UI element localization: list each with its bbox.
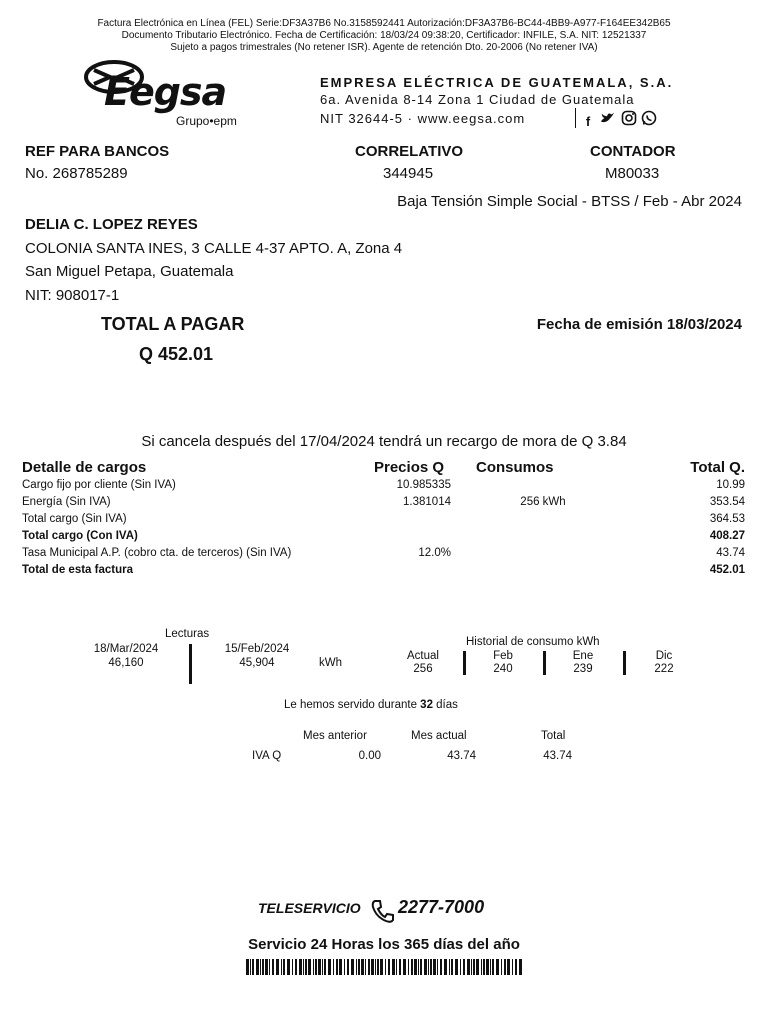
iva-total: 43.74 [543, 750, 572, 762]
barcode-bar [368, 959, 370, 975]
barcode-bar [250, 959, 251, 975]
barcode-bar [433, 959, 436, 975]
company-nit-web: NIT 32644-5 · www.eegsa.com [320, 111, 526, 126]
barcode-bar [351, 959, 354, 975]
barcode-bar [308, 959, 311, 975]
customer-address-2: San Miguel Petapa, Guatemala [25, 263, 234, 280]
iva-curr: 43.74 [447, 750, 476, 762]
total-label: TOTAL A PAGAR [101, 314, 245, 334]
barcode-bar [440, 959, 442, 975]
barcode-bar [403, 959, 406, 975]
company-address: 6a. Avenida 8-14 Zona 1 Ciudad de Guatemala [320, 92, 635, 107]
barcode-bar [471, 959, 472, 975]
fel-line-1: Factura Electrónica en Línea (FEL) Serie:DF3A37B6 No.3158592441 Autorización:DF3A37B6-BC44-4BB9-A977-F164EE342B65 [97, 18, 671, 29]
barcode-bar [305, 959, 307, 975]
barcode-bar [411, 959, 413, 975]
contador-label: CONTADOR [590, 143, 676, 160]
charge-total: 364.53 [709, 513, 745, 525]
ref-value: No. 268785289 [25, 165, 128, 182]
service-days [284, 699, 458, 711]
barcode-bar [380, 959, 383, 975]
barcode-bar [507, 959, 510, 975]
barcode-bar [260, 959, 261, 975]
barcode-bar [292, 959, 293, 975]
barcode-bar [269, 959, 270, 975]
barcode-bar [437, 959, 438, 975]
barcode-bar [418, 959, 419, 975]
barcode-bar [388, 959, 390, 975]
late-notice: Si cancela después del 17/04/2024 tendrá un recargo de mora de Q 3.84 [141, 433, 627, 450]
charge-total: 10.99 [716, 479, 745, 491]
barcode-bar [385, 959, 386, 975]
logo-brand: Eegsa [104, 70, 227, 114]
barcode-bar [299, 959, 302, 975]
correlativo-label: CORRELATIVO [355, 143, 464, 160]
charge-consumption: 256 kWh [520, 496, 566, 508]
customer-name: DELIA C. LOPEZ REYES [25, 216, 198, 233]
reading-unit: kWh [319, 657, 342, 669]
barcode-bar [504, 959, 506, 975]
charge-detail: Total cargo (Con IVA) [22, 530, 138, 542]
barcode-bar [336, 959, 338, 975]
barcode-bar [430, 959, 432, 975]
barcode-bar [496, 959, 499, 975]
barcode-bar [287, 959, 290, 975]
barcode-bar [463, 959, 465, 975]
charges-header-price: Precios Q [374, 459, 445, 476]
barcode-bar [375, 959, 376, 975]
charge-total: 353.54 [709, 496, 745, 508]
ref-label: REF PARA BANCOS [25, 143, 170, 160]
barcode-bar [315, 959, 317, 975]
barcode-bar [246, 959, 249, 975]
charge-price: 12.0% [418, 547, 451, 559]
charge-total: 452.01 [709, 564, 745, 576]
eegsa-logo [84, 60, 254, 132]
barcode-bar [344, 959, 345, 975]
barcode-bar [481, 959, 482, 975]
total-amount: Q 452.01 [139, 344, 214, 364]
barcode-bar [449, 959, 450, 975]
barcode-bar [256, 959, 259, 975]
barcode-bar [399, 959, 401, 975]
service-days-count: 32 [420, 699, 433, 711]
barcode-bar [424, 959, 427, 975]
barcode-bar [492, 959, 494, 975]
barcode-bar [515, 959, 517, 975]
readings-title: Lecturas [165, 628, 210, 640]
history-divider [543, 651, 546, 675]
service-tagline: Servicio 24 Horas los 365 días del año [248, 936, 520, 953]
history-label: Feb [493, 650, 513, 662]
barcode-bar [486, 959, 489, 975]
barcode-bar [303, 959, 304, 975]
divider [575, 108, 576, 128]
charges-header-detail: Detalle de cargos [22, 459, 147, 476]
barcode-bar [265, 959, 268, 975]
barcode-bar [414, 959, 417, 975]
barcode-bar [295, 959, 297, 975]
iva-header-curr: Mes actual [411, 730, 467, 742]
history-value: 239 [573, 663, 593, 675]
charge-total: 43.74 [716, 547, 745, 559]
barcode-bar [501, 959, 502, 975]
history-title: Historial de consumo kWh [466, 636, 600, 648]
reading-previous-value: 45,904 [239, 657, 275, 669]
iva-prev: 0.00 [358, 750, 381, 762]
barcode-bar [252, 959, 254, 975]
barcode-bar [347, 959, 349, 975]
barcode-bar [473, 959, 475, 975]
company-name: EMPRESA ELÉCTRICA DE GUATEMALA, S.A. [320, 75, 674, 90]
barcode-bar [272, 959, 274, 975]
service-days-prefix: Le hemos servido durante [284, 699, 421, 711]
charges-header-consumption: Consumos [476, 459, 554, 476]
history-divider [463, 651, 466, 675]
history-label: Ene [572, 650, 594, 662]
whatsapp-icon[interactable] [641, 110, 657, 126]
barcode-bar [408, 959, 409, 975]
barcode-bar [467, 959, 470, 975]
twitter-icon[interactable] [600, 110, 616, 126]
barcode-bar [428, 959, 429, 975]
barcode-bar [392, 959, 395, 975]
correlativo-value: 344945 [383, 165, 434, 182]
barcode-bar [512, 959, 513, 975]
phone-icon [369, 897, 397, 925]
barcode-bar [451, 959, 453, 975]
barcode-bar [333, 959, 334, 975]
barcode-bar [356, 959, 357, 975]
charge-detail: Total cargo (Sin IVA) [22, 513, 127, 525]
history-value: 240 [493, 663, 513, 675]
charge-price: 1.381014 [403, 496, 451, 508]
barcode [246, 959, 522, 975]
customer-nit: NIT: 908017-1 [25, 287, 120, 304]
charge-detail: Total de esta factura [22, 564, 133, 576]
barcode-bar [483, 959, 485, 975]
barcode-bar [460, 959, 461, 975]
reading-current-value: 46,160 [108, 657, 144, 669]
barcode-bar [396, 959, 397, 975]
barcode-bar [281, 959, 282, 975]
teleservicio-phone[interactable]: 2277-7000 [398, 897, 485, 917]
instagram-icon[interactable] [621, 110, 637, 126]
barcode-bar [313, 959, 314, 975]
barcode-bar [377, 959, 379, 975]
contador-value: M80033 [605, 165, 660, 182]
customer-address-1: COLONIA SANTA INES, 3 CALLE 4-37 APTO. A, Zona 4 [25, 240, 403, 257]
iva-header-prev: Mes anterior [303, 730, 367, 742]
history-label: Actual [407, 650, 439, 662]
history-value: 222 [654, 663, 674, 675]
barcode-bar [262, 959, 264, 975]
facebook-icon[interactable]: f [585, 114, 591, 129]
barcode-bar [318, 959, 321, 975]
barcode-bar [490, 959, 491, 975]
emission-date: Fecha de emisión 18/03/2024 [536, 316, 742, 333]
charges-header-total: Total Q. [690, 459, 745, 476]
barcode-bar [322, 959, 323, 975]
charge-detail: Tasa Municipal A.P. (cobro cta. de terceros) (Sin IVA) [22, 547, 292, 559]
barcode-bar [361, 959, 364, 975]
charge-total: 408.27 [709, 530, 745, 542]
barcode-bar [365, 959, 366, 975]
iva-label: IVA Q [252, 750, 282, 762]
charge-detail: Energía (Sin IVA) [22, 496, 111, 508]
charge-price: 10.985335 [396, 479, 451, 491]
readings-divider [189, 644, 192, 684]
barcode-bar [420, 959, 422, 975]
barcode-bar [324, 959, 326, 975]
reading-previous-date: 15/Feb/2024 [224, 643, 290, 655]
barcode-bar [276, 959, 279, 975]
barcode-bar [519, 959, 522, 975]
history-divider [623, 651, 626, 675]
iva-header-total: Total [541, 730, 566, 742]
fel-line-3: Sujeto a pagos trimestrales (No retener ISR). Agente de retención Dto. 20-2006 (No retener IVA) [170, 42, 598, 53]
barcode-bar [476, 959, 479, 975]
barcode-bar [455, 959, 458, 975]
barcode-bar [339, 959, 342, 975]
social-icons [580, 110, 657, 131]
logo-group: Grupo•epm [176, 114, 237, 128]
barcode-bar [444, 959, 447, 975]
reading-current-date: 18/Mar/2024 [93, 643, 159, 655]
barcode-bar [283, 959, 285, 975]
barcode-bar [358, 959, 360, 975]
history-value: 256 [413, 663, 433, 675]
service-days-suffix: días [432, 699, 458, 711]
barcode-bar [328, 959, 331, 975]
barcode-bar [371, 959, 374, 975]
fel-line-2: Documento Tributario Electrónico. Fecha de Certificación: 18/03/24 09:38:20, Certificador: INFILE, S.A. NIT: 12521337 [121, 30, 647, 41]
tariff: Baja Tensión Simple Social - BTSS / Feb - Abr 2024 [397, 193, 742, 210]
history-label: Dic [655, 650, 673, 662]
teleservicio-label: TELESERVICIO [258, 900, 361, 916]
charge-detail: Cargo fijo por cliente (Sin IVA) [22, 479, 176, 491]
